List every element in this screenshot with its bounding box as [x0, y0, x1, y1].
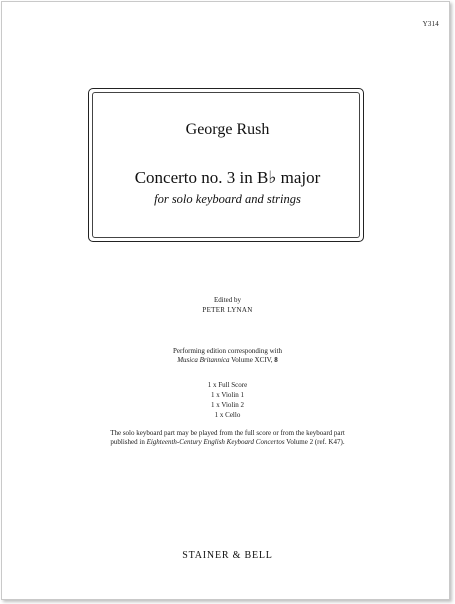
series-title: Musica Britannica	[177, 356, 230, 364]
keyboard-note-line1: The solo keyboard part may be played from the full score or from the keyboard part	[110, 429, 345, 437]
edited-by-label: Edited by	[213, 296, 242, 304]
note-prefix: published in	[110, 438, 147, 446]
publisher-name: STAINER & BELL	[182, 550, 273, 561]
scoring-subtitle: for solo keyboard and strings	[154, 192, 301, 206]
work-title: Concerto no. 3 in B♭ major	[134, 168, 321, 187]
note-book-title: Eighteenth-Century English Keyboard Concertos	[146, 438, 285, 446]
title-frame-inner-border	[92, 92, 360, 238]
keyboard-note-line2	[0, 438, 455, 448]
composer-name: George Rush	[185, 121, 270, 138]
series-number: 8	[274, 356, 278, 364]
editor-name: PETER LYNAN	[202, 306, 253, 314]
catalog-number: Y314	[422, 20, 439, 28]
performing-edition-line: Performing edition corresponding with	[172, 347, 283, 355]
part-item: 1 x Cello	[214, 411, 241, 419]
part-item: 1 x Violin 1	[210, 391, 245, 399]
series-volume: Volume XCIV,	[229, 356, 275, 364]
parts-list	[0, 381, 455, 421]
series-line	[0, 356, 455, 366]
part-item: 1 x Full Score	[207, 381, 248, 389]
note-suffix: Volume 2 (ref. K47).	[284, 438, 345, 446]
title-frame	[88, 88, 364, 242]
part-item: 1 x Violin 2	[210, 401, 245, 409]
